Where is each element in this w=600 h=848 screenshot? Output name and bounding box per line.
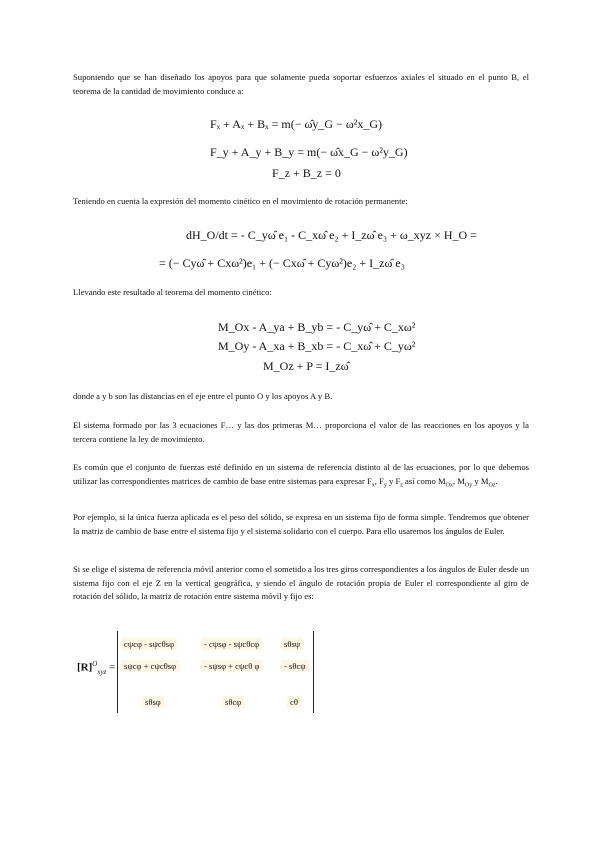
paragraph-cambio-base-text-2: así como M [405,475,446,486]
paragraph-sistema: El sistema formado por las 3 ecuaciones F… y las dos primeras M… proporciona el valor de las reacciones en los apoyos y la tercera contiene la ley de movimiento. [73,420,529,444]
equation-fy: F_y + A_y + B_y = m(− ω̂x_G − ω²y_G) [210,145,408,159]
equation-dHo-dt: dH_O/dt = - C_yω̂ e₁ - C_xω̂ e₂ + I_zω̂ e₃ + ω_xyz × H_O = [186,228,477,242]
equation-fx: Fₓ + Aₓ + Bₓ = m(− ω̂y_G − ω²x_G) [210,117,383,131]
paragraph-momento-cinetico: Teniendo en cuenta la expresión del momento cinético en el movimiento de rotación permanente: [73,196,408,206]
paragraph-llevando: Llevando este resultado al teorema del momento cinético: [73,287,272,297]
paragraph-euler: Si se elige el sistema de referencia móvil anterior como el sometido a los tres giros correspondientes a los ángulos de Euler desde un sistema fijo con el eje Z en la vertical geográfica, y siendo el ángulo de rotación propia de Euler el correspondiente al giro de rotación del sólido, la matriz de rotación entre sistema móvil y fijo es: [73,564,529,601]
matrix-cell: sθsψ [281,638,303,650]
matrix-label: $[R]^O_{xyz}$ = [77,660,116,676]
equation-moy: M_Oy - A_xa + B_xb = - C_xω̂ + C_yω² [218,339,416,353]
matrix-left-bar [117,631,118,713]
matrix-cell: sψcφ + cψcθsφ [121,660,179,672]
paragraph-cambio-base: Es común que el conjunto de fuerzas esté definido en un sistema de referencia distinto al de las ecuaciones, por lo que debemos utilizar las correspondientes matrices de cambio de base entre sistemas para expresar $F_x$, $F_y$ y $F_z$ así como $M_{Ox}$, $M_{Oy}$ y $M_{Oz}$. [73,462,529,489]
equation-fz: F_z + B_z = 0 [272,166,341,180]
paragraph-ejemplo: Por ejemplo, si la única fuerza aplicada es el peso del sólido, se expresa en un sistema fijo de forma simple. Tendremos que obtener la matriz de cambio de base entre el sistema fijo y el sistema solidario con el cuerpo. Para ello usaremos los ángulos de Euler. [73,512,529,536]
matrix-cell: sθcφ [222,696,244,708]
paragraph-intro: Suponiendo que se han diseñado los apoyos para que solamente pueda soportar esfuerzos axiales el situado en el punto B, el teorema de la cantidad de movimiento conduce a: [73,72,529,96]
equation-mox: M_Ox - A_ya + B_yb = - C_yω̂ + C_xω² [218,320,416,334]
equation-dHo-expanded: = (− Cyω̂ + Cxω²)e₁ + (− Cxω̂ + Cyω²)e₂ + I_zω̂ e₃ [159,256,405,270]
matrix-cell: cψcφ - sψcθsφ [121,638,177,650]
paragraph-cambio-base-text: Es común que el conjunto de fuerzas esté definido en un sistema de referencia distinto al de las ecuaciones, por lo que debemos utilizar las correspondientes matrices de cambio de base entre sistemas para expresar F [73,462,529,486]
matrix-cell: - sψsφ + cψcθ φ [201,660,262,672]
matrix-cell: - cψsφ - sψcθcφ [201,638,262,650]
matrix-cell: cθ [287,696,301,708]
equation-moz: M_Oz + P = I_zω̂ [263,359,349,373]
paragraph-distancias: donde a y b son las distancias en el eje entre el punto O y los apoyos A y B. [73,391,333,401]
matrix-cell: - sθcψ [281,660,309,672]
matrix-right-bar [313,631,314,713]
matrix-cell: sθsφ [142,696,164,708]
